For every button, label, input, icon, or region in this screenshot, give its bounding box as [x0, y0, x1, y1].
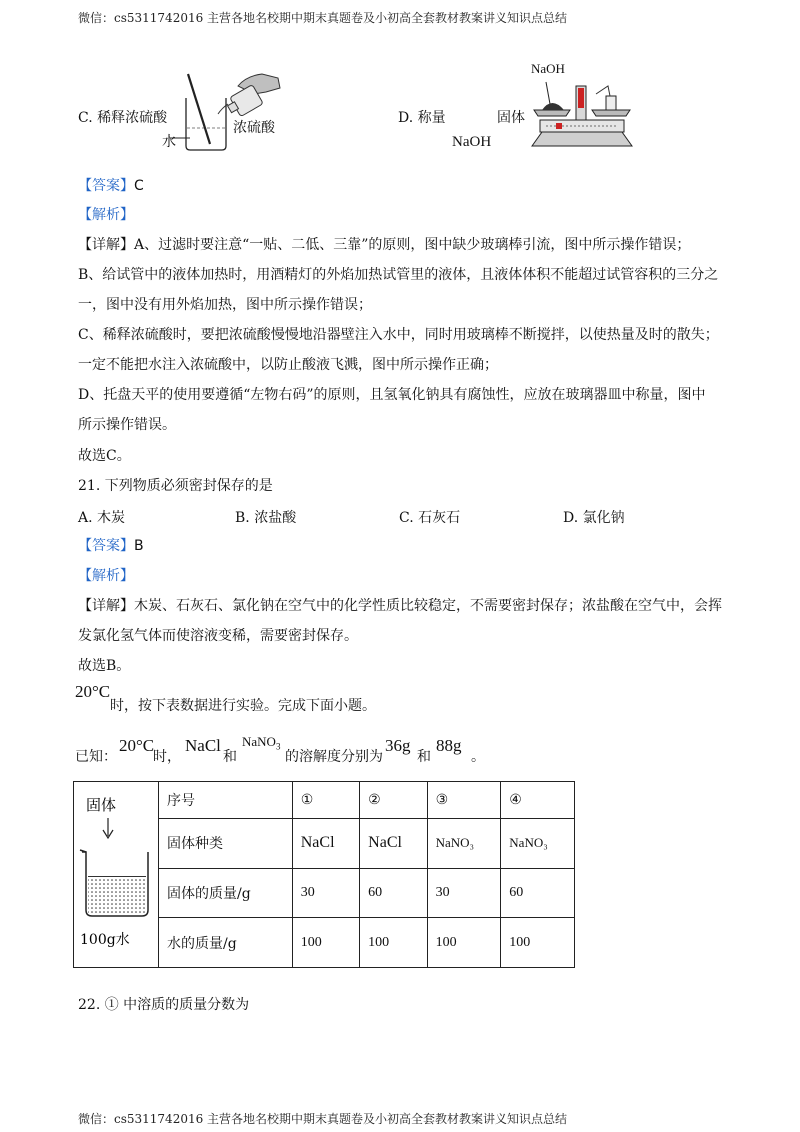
beaker-water-label: 100g水	[80, 932, 130, 948]
intro-temp: 20°C	[75, 682, 111, 701]
cell-index-2: ②	[360, 782, 427, 819]
page-footer: 微信：cs5311742016 主营各地名校期中期末真题卷及小初高全套教材教案讲义知识点总结	[78, 1112, 568, 1126]
page-header: 微信：cs5311742016 主营各地名校期中期末真题卷及小初高全套教材教案讲义知识点总结	[78, 11, 568, 25]
q20-detail-line-1: 【详解】A、过滤时要注意“一贴、二低、三靠”的原则，图中缺少玻璃棒引流，图中所示操作错误；	[78, 237, 691, 253]
q20-detail-line-6: D、托盘天平的使用要遵循“左物右码”的原则，且氢氧化钠具有腐蚀性，应放在玻璃器皿中称量，图中	[78, 387, 706, 403]
cell-water-2: 100	[360, 918, 427, 968]
naoh-top-label: NaOH	[531, 61, 565, 76]
solid-label: 固体	[497, 110, 525, 126]
option-d-label: D. 称量	[398, 110, 446, 126]
q21-option-b: B. 浓盐酸	[235, 510, 297, 526]
row-label-index: 序号	[159, 782, 293, 819]
option-c-label: C. 稀释浓硫酸	[78, 110, 168, 126]
intro-text: 时，按下表数据进行实验。完成下面小题。	[110, 698, 376, 714]
cell-type-4: NaNO₃	[501, 818, 575, 869]
q20-analysis: 【解析】	[78, 207, 134, 223]
beaker-figure	[74, 782, 158, 963]
naoh-bottom-label: NaOH	[452, 134, 492, 150]
beaker-solid-label: 固体	[86, 796, 117, 814]
cell-type-1: NaCl	[292, 818, 359, 869]
cell-water-4: 100	[501, 918, 575, 968]
experiment-table	[73, 781, 575, 968]
q21-detail-line-2: 发氯化氢气体而使溶液变稀，需要密封保存。	[78, 628, 358, 644]
q20-detail-line-3: 一，图中没有用外焰加热，图中所示操作错误；	[78, 297, 372, 313]
cell-mass-1: 30	[292, 869, 359, 918]
q20-answer: 【答案】C	[78, 178, 144, 194]
q21-analysis: 【解析】	[78, 568, 134, 584]
q21-detail-line-1: 【详解】木炭、石灰石、氯化钠在空气中的化学性质比较稳定，不需要密封保存；浓盐酸在空气中，会挥	[78, 598, 722, 614]
row-label-solid-mass: 固体的质量/g	[159, 869, 293, 918]
q20-detail-line-4: C、稀释浓硫酸时，要把浓硫酸慢慢地沿器壁注入水中，同时用玻璃棒不断搅拌，以使热量及时的散失；	[78, 327, 719, 343]
cell-mass-4: 60	[501, 869, 575, 918]
cell-index-1: ①	[292, 782, 359, 819]
q21-conclusion: 故选B。	[78, 658, 131, 674]
q21-option-c: C. 石灰石	[399, 510, 461, 526]
cell-index-4: ④	[501, 782, 575, 819]
q21-option-a: A. 木炭	[78, 510, 126, 526]
acid-label: 浓硫酸	[233, 120, 275, 136]
q21-stem: 21. 下列物质必须密封保存的是	[78, 478, 273, 494]
beaker-figure-cell	[74, 782, 159, 968]
q22-stem: 22. ① 中溶质的质量分数为	[78, 997, 250, 1013]
q20-conclusion: 故选C。	[78, 448, 131, 464]
cell-index-3: ③	[427, 782, 501, 819]
q20-detail-line-5: 一定不能把水注入浓硫酸中，以防止酸液飞溅，图中所示操作正确；	[78, 357, 498, 373]
q20-detail-line-2: B、给试管中的液体加热时，用酒精灯的外焰加热试管里的液体，且液体体积不能超过试管容积的三分之	[78, 267, 719, 283]
cell-mass-2: 60	[360, 869, 427, 918]
balance-figure	[526, 76, 638, 154]
cell-type-3: NaNO₃	[427, 818, 501, 869]
q21-option-d: D. 氯化钠	[563, 510, 625, 526]
cell-type-2: NaCl	[360, 818, 427, 869]
cell-water-3: 100	[427, 918, 501, 968]
row-label-water-mass: 水的质量/g	[159, 918, 293, 968]
row-label-solid-type: 固体种类	[159, 818, 293, 869]
water-label: 水	[162, 134, 176, 150]
q21-answer: 【答案】B	[78, 538, 144, 554]
cell-water-1: 100	[292, 918, 359, 968]
cell-mass-3: 30	[427, 869, 501, 918]
q20-detail-line-7: 所示操作错误。	[78, 417, 176, 433]
